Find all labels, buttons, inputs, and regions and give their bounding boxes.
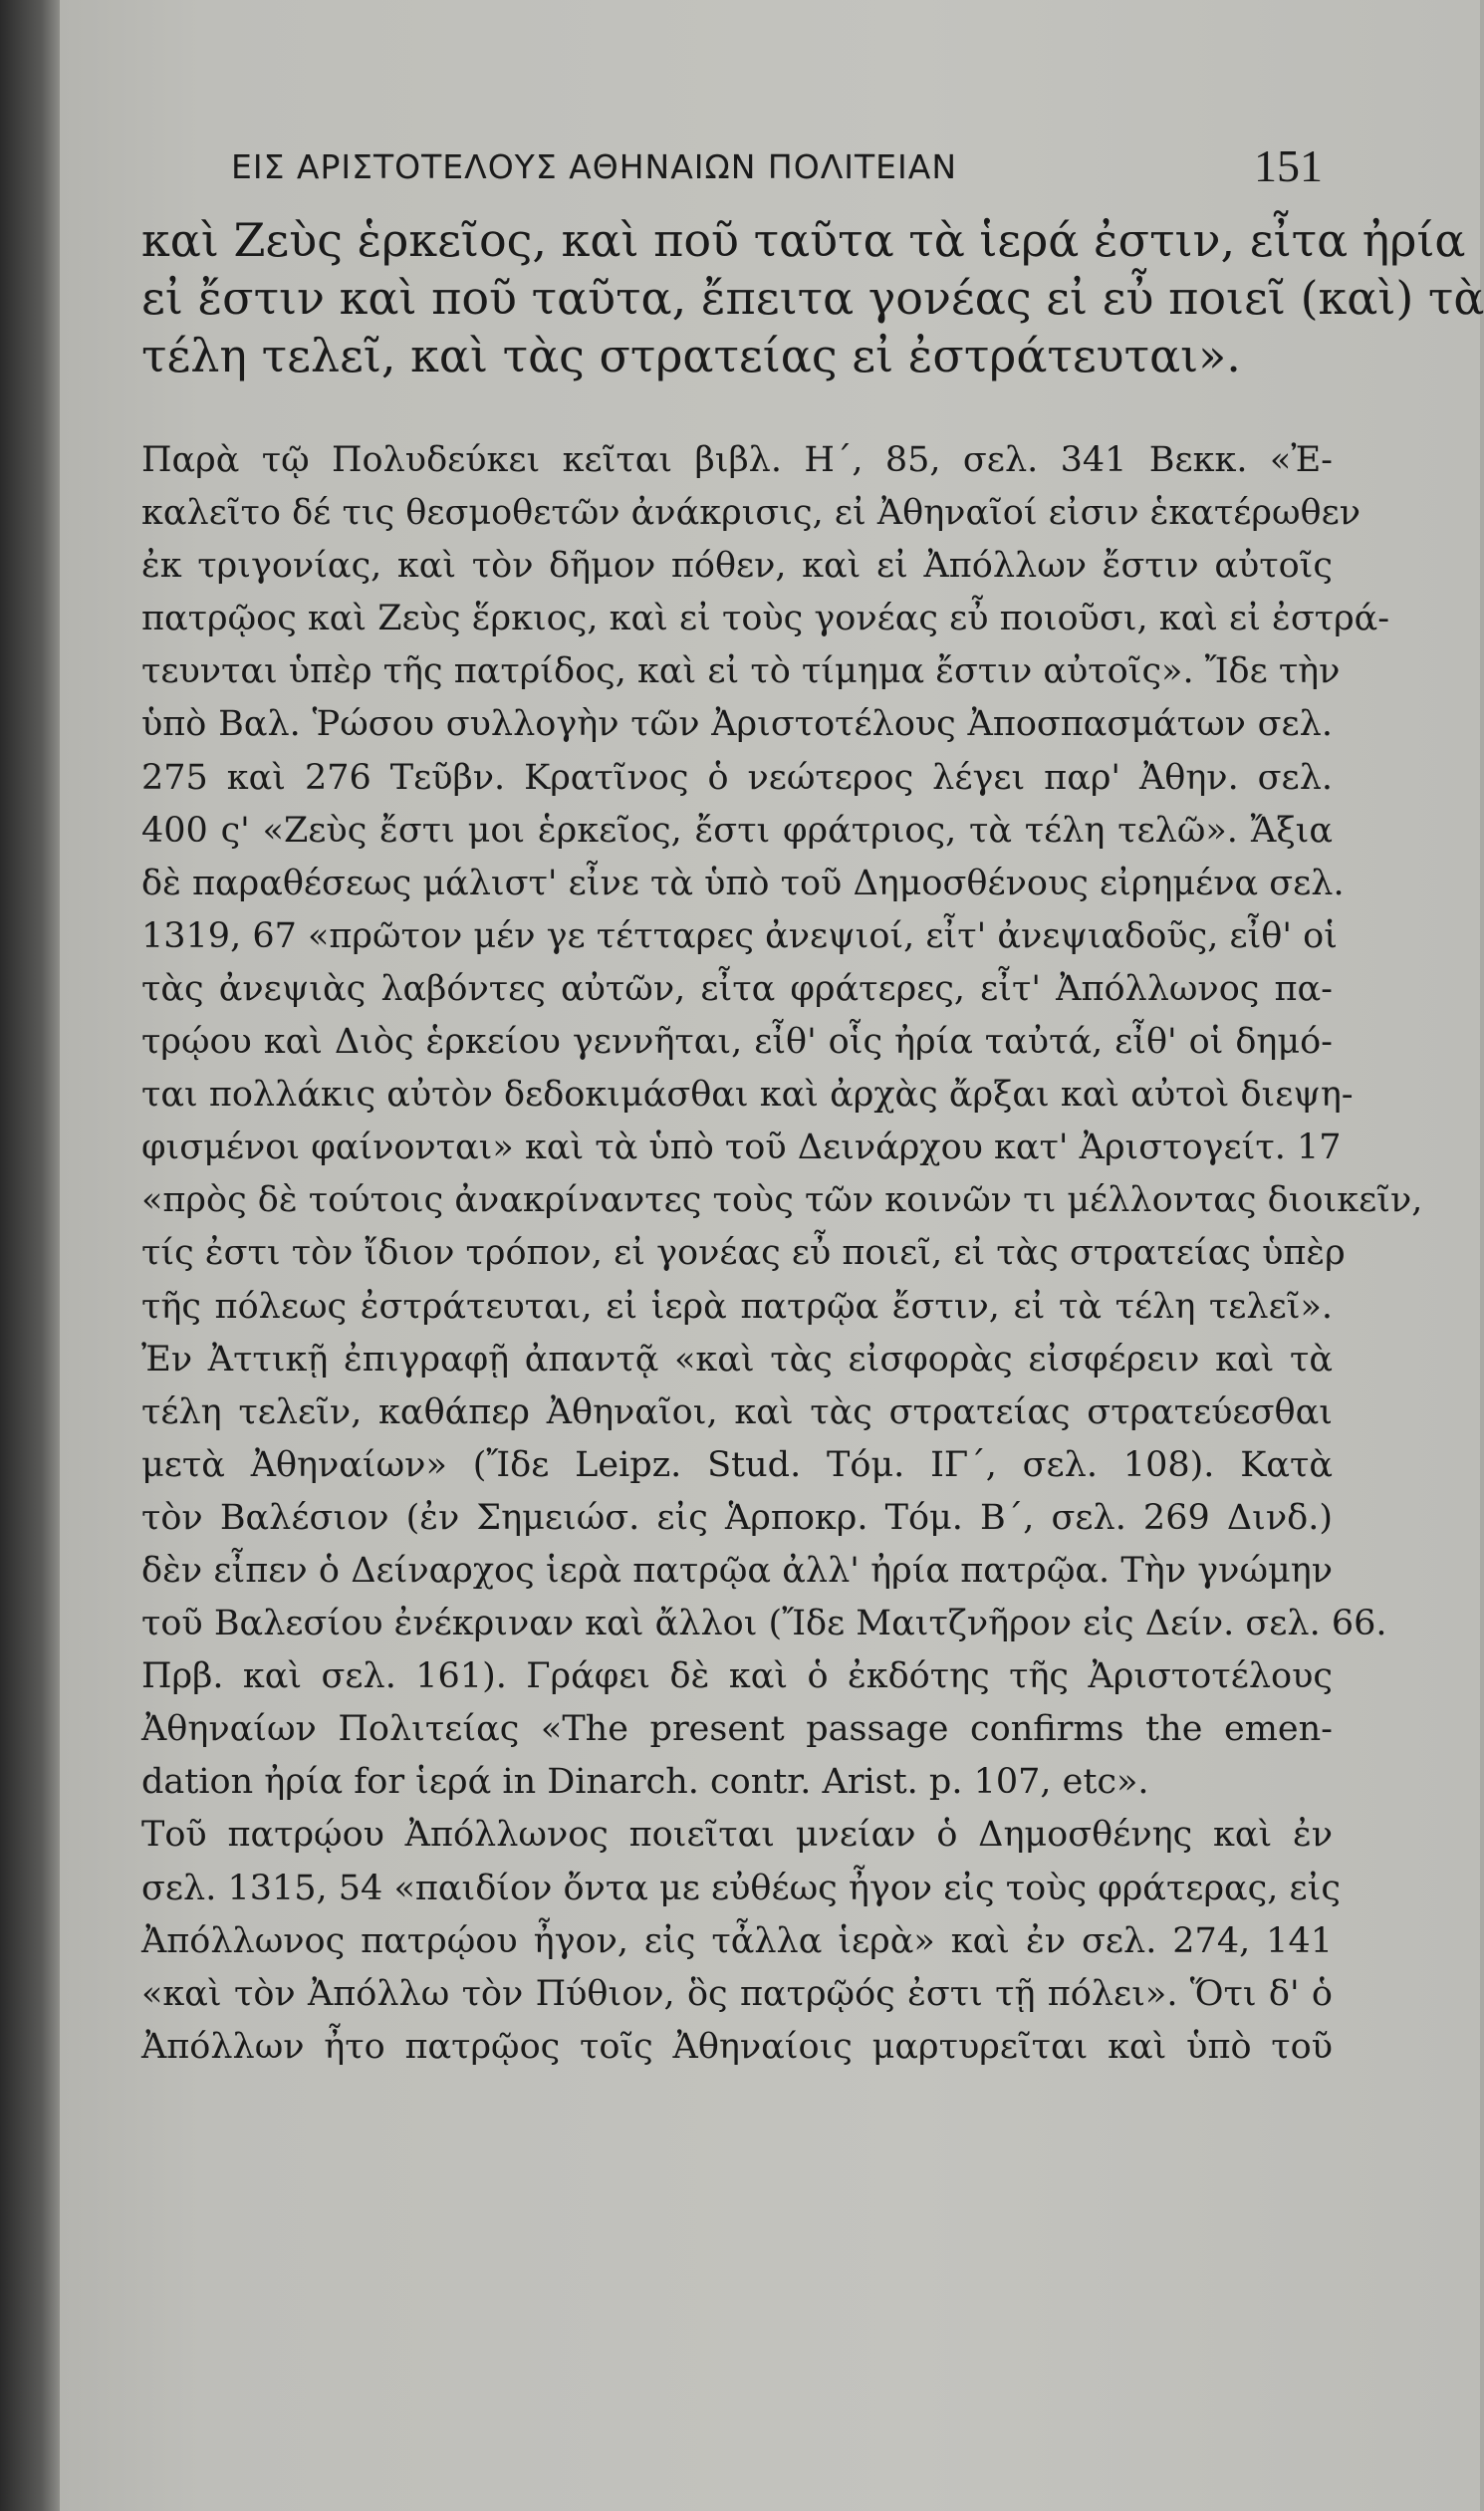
text-line: φισμένοι φαίνονται» καὶ τὰ ὑπὸ τοῦ Δεινάρχου κατ' Ἀριστογείτ. 17 bbox=[141, 1128, 1342, 1168]
text-line: τίς ἐστι τὸν ἴδιον τρόπον, εἰ γονέας εὖ ποιεῖ, εἰ τὰς στρατείας ὑπὲρ bbox=[141, 1233, 1346, 1274]
text-line: τοῦ Βαλεσίου ἐνέκριναν καὶ ἄλλοι (Ἴδε Μαιτζνῆρον εἰς Δείν. σελ. 66. bbox=[141, 1604, 1387, 1644]
text-line: Παρὰ τῷ Πολυδεύκει κεῖται βιβλ. Η΄, 85, σελ. 341 Βεκκ. «Ἐ- bbox=[141, 440, 1333, 480]
text-line: δὲν εἶπεν ὁ Δείναρχος ἱερὰ πατρῷα ἀλλ' ἠρία πατρῷα. Τὴν γνώμην bbox=[141, 1550, 1333, 1591]
text-line: τρῴου καὶ Διὸς ἑρκείου γεννῆται, εἶθ' οἷς ἠρία ταὐτά, εἶθ' οἱ δημό- bbox=[141, 1022, 1333, 1063]
page-number: 151 bbox=[1254, 140, 1323, 191]
text-line: ται πολλάκις αὐτὸν δεδοκιμάσθαι καὶ ἀρχὰς ἄρξαι καὶ αὐτοὶ διεψη- bbox=[141, 1075, 1354, 1116]
text-line: πατρῷος καὶ Ζεὺς ἕρκιος, καὶ εἰ τοὺς γονέας εὖ ποιοῦσι, καὶ εἰ ἐστρά- bbox=[141, 599, 1390, 639]
running-head: ΕΙΣ ΑΡΙΣΤΟΤΕΛΟΥΣ ΑΘΗΝΑΙΩΝ ΠΟΛΙΤΕΙΑΝ bbox=[231, 147, 958, 186]
text-line: Ἀπόλλωνος πατρῴου ἦγον, εἰς τἆλλα ἱερὰ» καὶ ἐν σελ. 274, 141 bbox=[141, 1920, 1333, 1961]
quote-paragraph bbox=[141, 211, 1484, 384]
text-line: «πρὸς δὲ τούτοις ἀνακρίναντες τοὺς τῶν κοινῶν τι μέλλοντας διοικεῖν, bbox=[141, 1180, 1423, 1221]
text-line: Πρβ. καὶ σελ. 161). Γράφει δὲ καὶ ὁ ἐκδότης τῆς Ἀριστοτέλους bbox=[141, 1656, 1333, 1697]
text-line: 1319, 67 «πρῶτον μέν γε τέτταρες ἀνεψιοί, εἶτ' ἀνεψιαδοῦς, εἶθ' οἱ bbox=[141, 915, 1338, 956]
text-line: εἰ ἔστιν καὶ ποῦ ταῦτα, ἔπειτα γονέας εἰ εὖ ποιεῖ (καὶ) τὰ bbox=[141, 271, 1484, 325]
text-line: σελ. 1315, 54 «παιδίον ὄντα με εὐθέως ἦγον εἰς τοὺς φράτερας, εἰς bbox=[141, 1868, 1341, 1908]
text-line: 400 ς' «Ζεὺς ἔστι μοι ἑρκεῖος, ἔστι φράτριος, τὰ τέλη τελῶ». Ἄξια bbox=[141, 810, 1333, 851]
text-line: τέλη τελεῖν, καθάπερ Ἀθηναῖοι, καὶ τὰς στρατείας στρατεύεσθαι bbox=[141, 1391, 1333, 1432]
book-spine-shadow bbox=[0, 0, 60, 2511]
page-body bbox=[141, 211, 1484, 2074]
text-line: Ἀθηναίων Πολιτείας «The present passage confirms the emen- bbox=[141, 1709, 1333, 1750]
text-line: καὶ Ζεὺς ἑρκεῖος, καὶ ποῦ ταῦτα τὰ ἱερά ἐστιν, εἶτα ἠρία bbox=[141, 213, 1466, 267]
text-line: τῆς πόλεως ἐστράτευται, εἰ ἱερὰ πατρῷα ἔστιν, εἰ τὰ τέλη τελεῖ». bbox=[141, 1286, 1333, 1327]
text-line: 275 καὶ 276 Τεῦβν. Κρατῖνος ὁ νεώτερος λέγει παρ' Ἀθην. σελ. bbox=[141, 757, 1333, 798]
text-line: Τοῦ πατρῴου Ἀπόλλωνος ποιεῖται μνείαν ὁ Δημοσθένης καὶ ἐν bbox=[141, 1815, 1333, 1856]
text-line: Ἐν Ἀττικῇ ἐπιγραφῇ ἀπαντᾷ «καὶ τὰς εἰσφορὰς εἰσφέρειν καὶ τὰ bbox=[141, 1339, 1333, 1380]
text-line: Ἀπόλλων ἦτο πατρῷος τοῖς Ἀθηναίοις μαρτυρεῖται καὶ ὑπὸ τοῦ bbox=[141, 2026, 1333, 2067]
text-line: τευνται ὑπὲρ τῆς πατρίδος, καὶ εἰ τὸ τίμημα ἔστιν αὐτοῖς». Ἴδε τὴν bbox=[141, 651, 1341, 692]
text-line: καλεῖτο δέ τις θεσμοθετῶν ἀνάκρισις, εἰ Ἀθηναῖοί εἰσιν ἑκατέρωθεν bbox=[141, 493, 1360, 534]
commentary-paragraph bbox=[141, 434, 1423, 2074]
text-line: ἐκ τριγονίας, καὶ τὸν δῆμον πόθεν, καὶ εἰ Ἀπόλλων ἔστιν αὐτοῖς bbox=[141, 546, 1333, 587]
text-line: μετὰ Ἀθηναίων» (Ἴδε Leipz. Stud. Τόμ. ΙΓ΄, σελ. 108). Κατὰ bbox=[141, 1444, 1333, 1485]
text-line: «καὶ τὸν Ἀπόλλω τὸν Πύθιον, ὃς πατρῷός ἐστι τῇ πόλει». Ὅτι δ' ὁ bbox=[141, 1973, 1333, 2014]
text-line: δὲ παραθέσεως μάλιστ' εἶνε τὰ ὑπὸ τοῦ Δημοσθένους εἰρημένα σελ. bbox=[141, 863, 1345, 903]
text-line: dation ἠρία for ἱερά in Dinarch. contr. Arist. p. 107, etc». bbox=[141, 1762, 1149, 1803]
text-line: ὑπὸ Βαλ. Ῥώσου συλλογὴν τῶν Ἀριστοτέλους Ἀποσπασμάτων σελ. bbox=[141, 704, 1333, 745]
page-header bbox=[151, 139, 1323, 199]
text-line: τὸν Βαλέσιον (ἐν Σημειώσ. εἰς Ἁρποκρ. Τόμ. Β΄, σελ. 269 Δινδ.) bbox=[141, 1497, 1333, 1538]
text-line: τέλη τελεῖ, καὶ τὰς στρατείας εἰ ἐστράτευται». bbox=[141, 329, 1241, 382]
text-line: τὰς ἀνεψιὰς λαβόντες αὐτῶν, εἶτα φράτερες, εἶτ' Ἀπόλλωνος πα- bbox=[141, 968, 1333, 1009]
